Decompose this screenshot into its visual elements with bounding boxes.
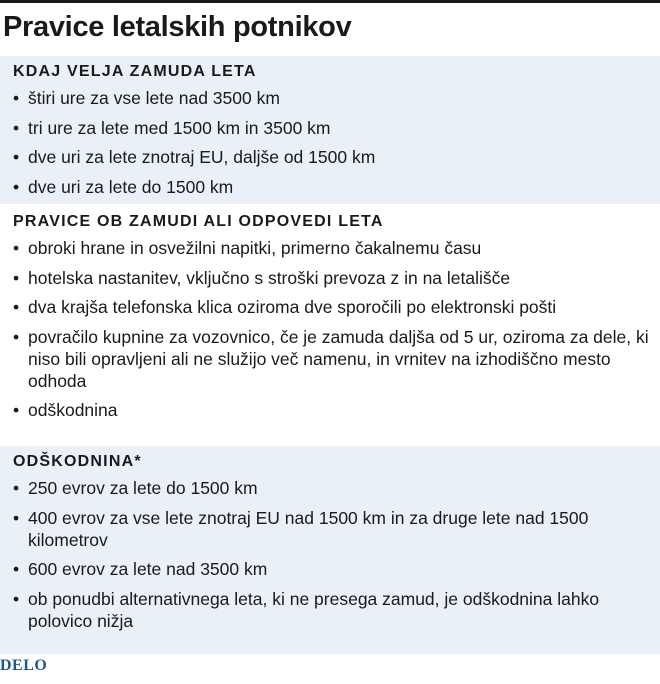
list-item xyxy=(13,399,660,421)
section-compensation xyxy=(0,446,660,654)
list-item xyxy=(13,507,660,551)
list-item-text: dva krajša telefonska klica oziroma dve sporočili po elektronski pošti xyxy=(28,297,557,317)
list-item-text: odškodnina xyxy=(28,400,118,420)
bullet-list xyxy=(13,477,660,632)
list-item-text: 250 evrov za lete do 1500 km xyxy=(28,478,258,498)
section-heading: PRAVICE OB ZAMUDI ALI ODPOVEDI LETA xyxy=(13,213,384,230)
bullet-icon: • xyxy=(13,588,20,609)
bullet-icon: • xyxy=(13,297,20,317)
list-item xyxy=(13,87,660,109)
list-item-text: dve uri za lete do 1500 km xyxy=(28,176,234,197)
top-rule xyxy=(0,0,660,3)
bullet-icon: • xyxy=(13,559,20,579)
list-item-text: tri ure za lete med 1500 km in 3500 km xyxy=(28,117,331,138)
section-heading: KDAJ VELJA ZAMUDA LETA xyxy=(13,63,257,80)
bullet-icon: • xyxy=(13,238,20,258)
list-item xyxy=(13,117,660,139)
list-item-text: povračilo kupnine za vozovnico, če je zamuda daljša od 5 ur, oziroma za dele, ki niso bili opravljeni ali ne služijo več namenu, in vrnitev na izhodiščno mesto odhoda xyxy=(28,326,649,391)
bullet-icon: • xyxy=(13,176,20,197)
list-item-text: ob ponudbi alternativnega leta, ki ne presega zamud, je odškodnina lahko polovico nižja xyxy=(28,588,600,631)
list-item-text: dve uri za lete znotraj EU, daljše od 1500 km xyxy=(28,147,376,167)
list-item xyxy=(13,588,660,632)
list-item xyxy=(13,477,660,499)
delo-logo: DELO xyxy=(0,657,48,674)
list-item xyxy=(13,558,660,580)
bullet-icon: • xyxy=(13,326,20,347)
list-item xyxy=(13,296,660,318)
bullet-icon: • xyxy=(13,507,20,528)
bullet-list xyxy=(13,87,660,198)
bullet-icon: • xyxy=(13,147,20,167)
bullet-icon: • xyxy=(13,117,20,138)
list-item-text: 400 evrov za vse lete znotraj EU nad 1500 km in za druge lete nad 1500 kilometrov xyxy=(28,507,589,550)
list-item xyxy=(13,326,660,392)
list-item xyxy=(13,237,660,259)
bullet-list xyxy=(13,237,660,421)
section-delay-definition xyxy=(0,56,660,204)
list-item xyxy=(13,176,660,198)
list-item xyxy=(13,267,660,289)
section-passenger-rights xyxy=(0,206,660,444)
bullet-icon: • xyxy=(13,400,20,420)
bullet-icon: • xyxy=(13,88,20,108)
list-item-text: 600 evrov za lete nad 3500 km xyxy=(28,559,268,579)
list-item-text: štiri ure za vse lete nad 3500 km xyxy=(28,88,280,108)
page-title: Pravice letalskih potnikov xyxy=(3,11,352,43)
list-item-text: hotelska nastanitev, vključno s stroški prevoza z in na letališče xyxy=(28,267,511,288)
list-item-text: obroki hrane in osvežilni napitki, primerno čakalnemu času xyxy=(28,238,482,258)
bullet-icon: • xyxy=(13,267,20,288)
section-heading: ODŠKODNINA* xyxy=(13,453,142,470)
list-item xyxy=(13,146,660,168)
bullet-icon: • xyxy=(13,478,20,498)
